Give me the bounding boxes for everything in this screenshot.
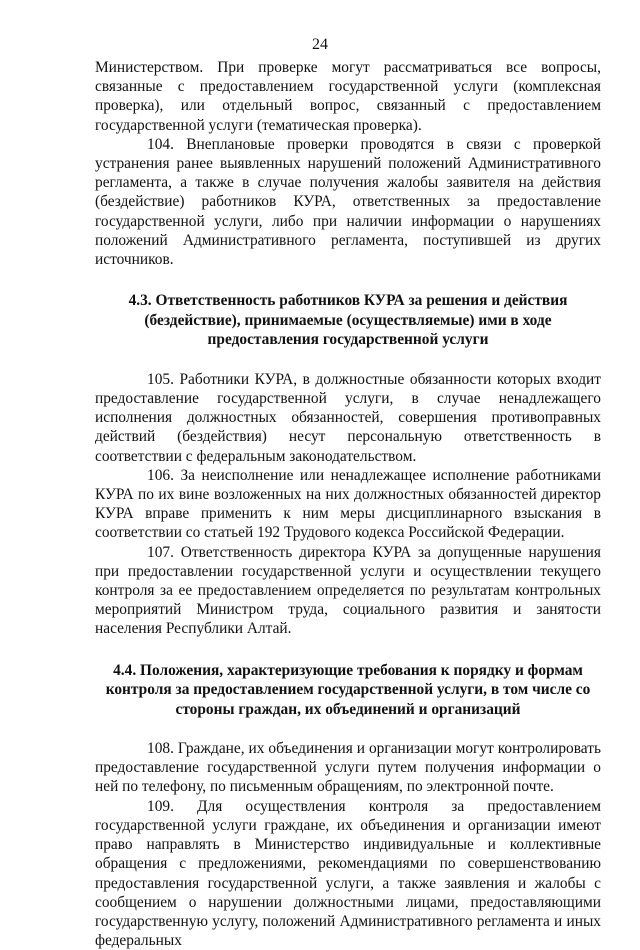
paragraph-continuation: Министерством. При проверке могут рассматриваться все вопросы, связанные с предоставлением государственной услуги (комплексная проверка), или отдельный вопрос, связанный с предоставлением государственной услуги (тематическая проверка). (95, 59, 601, 134)
paragraph-106: 106. За неисполнение или ненадлежащее исполнение работниками КУРА по их вине возложенных на них должностных обязанностей директор КУРА вправе применить к ним меры дисциплинарного взыскания в соответствии со статьей 192 Трудового кодекса Российской Федерации. (95, 466, 601, 542)
section-heading-4-3: 4.3. Ответственность работников КУРА за решения и действия (бездействие), принимаемые (осуществляемые) ими в ходе предоставления государственной услуги (128, 292, 568, 349)
paragraph-107: 107. Ответственность директора КУРА за допущенные нарушения при предоставлении государственной услуги и осуществлении текущего контроля за ее предоставлением определяется по результатам контрольных мероприятий Министром труда, социального развития и занятости населения Республики Алтай. (95, 543, 601, 638)
page-number: 24 (312, 36, 328, 53)
section-heading-4-4: 4.4. Положения, характеризующие требования к порядку и формам контроля за предоставлением государственной услуги, в том числе со стороны граждан, их объединений и организаций (105, 661, 591, 718)
paragraph-109: 109. Для осуществления контроля за предоставлением государственной услуги граждане, их объединения и организации имеют право направлять в Министерство индивидуальные и коллективные обращения с предложениями, рекомендациями по совершенствованию предоставления государственной услуги, а также заявления и жалобы с сообщением о нарушении должностными лицами, предоставляющими государственную услугу, положений Административного регламента и иных федеральных (95, 797, 601, 950)
paragraph-108: 108. Граждане, их объединения и организации могут контролировать предоставление государственной услуги путем получения информации о ней по телефону, по письменным обращениям, по электронной почте. (95, 740, 601, 796)
paragraph-104: 104. Внеплановые проверки проводятся в связи с проверкой устранения ранее выявленных нарушений положений Административного регламента, а также в случае получения жалобы заявителя на действия (бездействие) работников КУРА, ответственных за предоставление государственной услуги, либо при наличии информации о нарушениях положений Административного регламента, поступившей из других источников. (95, 135, 601, 269)
document-body (95, 58, 601, 950)
paragraph-105: 105. Работники КУРА, в должностные обязанности которых входит предоставление государственной услуги, в случае ненадлежащего исполнения должностных обязанностей, совершения противоправных действий (бездействия) несут персональную ответственность в соответствии с федеральным законодательством. (95, 370, 601, 465)
